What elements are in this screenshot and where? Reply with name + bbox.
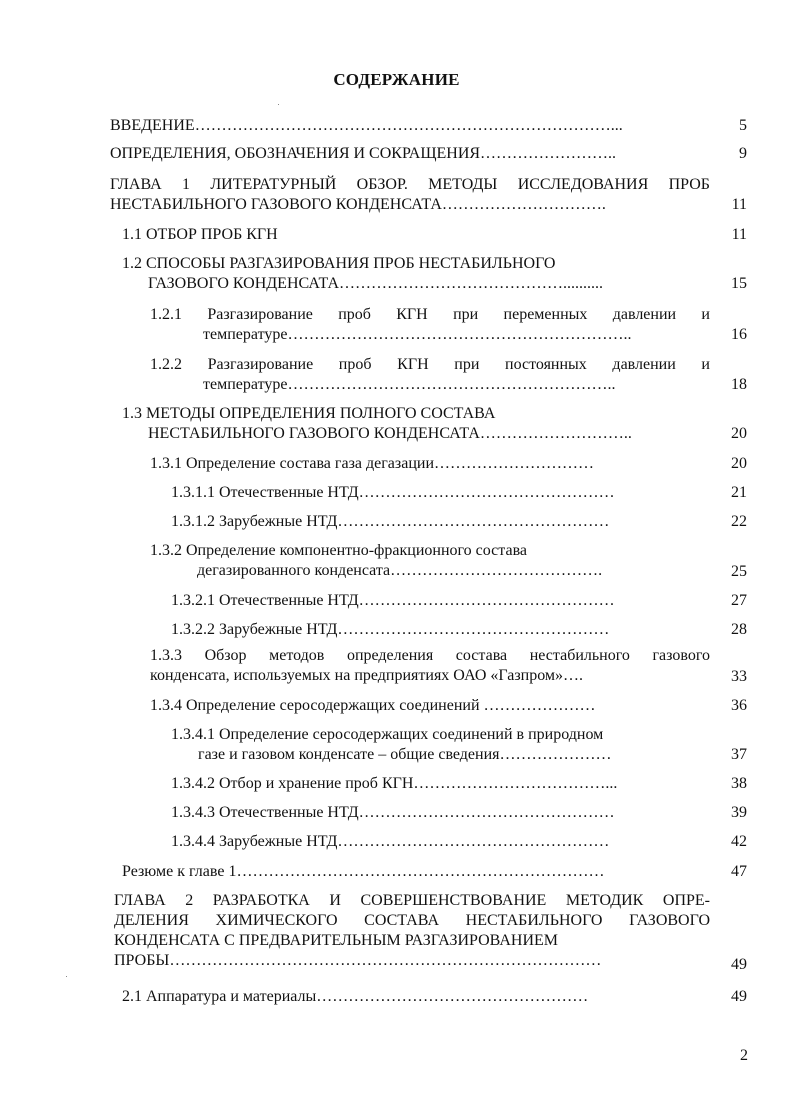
toc-page-number: 49 <box>731 956 747 973</box>
toc-page-number: 15 <box>731 275 747 292</box>
toc-entry <box>150 646 710 686</box>
toc-entry-text: температуре…………………………………………………….. <box>203 376 616 393</box>
toc-page-number: 27 <box>731 592 747 609</box>
toc-page-number: 9 <box>739 145 747 162</box>
toc-page-number: 38 <box>731 775 747 792</box>
toc-entry-text: 1.3.4.4 Зарубежные НТД…………………………………………… <box>171 833 610 850</box>
toc-entry-text: Резюме к главе 1…………………………………………………………… <box>122 863 605 880</box>
toc-entry <box>150 355 710 395</box>
toc-entry <box>171 620 711 640</box>
toc-page-number: 28 <box>731 621 747 638</box>
toc-entry-text: 1.2 СПОСОБЫ РАЗГАЗИРОВАНИЯ ПРОБ НЕСТАБИЛЬНОГО <box>122 255 556 272</box>
page-number: 2 <box>740 1047 748 1064</box>
toc-entry-text: 1.3.4.2 Отбор и хранение проб КГН………………………………... <box>171 775 618 792</box>
toc-entry-text: 2.1 Аппаратура и материалы…………………………………………… <box>122 988 589 1005</box>
toc-entry <box>171 832 711 852</box>
toc-entry-text: 1.3.2.2 Зарубежные НТД…………………………………………… <box>171 621 610 638</box>
toc-page-number: 22 <box>731 513 747 530</box>
toc-entry-text: ГЛАВА 1 ЛИТЕРАТУРНЫЙ ОБЗОР. МЕТОДЫ ИССЛЕДОВАНИЯ ПРОБ <box>110 176 710 193</box>
toc-entry-text: 1.3.4 Определение серосодержащих соединений ………………… <box>150 697 596 714</box>
toc-entry <box>171 483 711 503</box>
toc-entry-text: НЕСТАБИЛЬНОГО ГАЗОВОГО КОНДЕНСАТА……………………….. <box>148 425 632 442</box>
toc-entry <box>171 591 711 611</box>
toc-entry-text: 1.3.2 Определение компонентно-фракционного состава <box>150 542 528 559</box>
toc-page-number: 21 <box>731 484 747 501</box>
toc-title: СОДЕРЖАНИЕ <box>333 70 460 89</box>
toc-entry <box>122 404 707 444</box>
toc-entry <box>122 254 707 294</box>
toc-entry-text: ВВЕДЕНИЕ……………………………………………………………………... <box>110 117 623 134</box>
toc-page-number: 11 <box>731 196 747 213</box>
toc-page-number: 37 <box>731 746 747 763</box>
toc-entry <box>110 175 710 215</box>
toc-entry <box>150 305 710 345</box>
toc-page-number: 49 <box>731 988 747 1005</box>
toc-page-number: 39 <box>731 804 747 821</box>
toc-entry-text: 1.3 МЕТОДЫ ОПРЕДЕЛЕНИЯ ПОЛНОГО СОСТАВА <box>122 405 496 422</box>
toc-entry <box>171 774 711 794</box>
toc-entry-text: ГЛАВА 2 РАЗРАБОТКА И СОВЕРШЕНСТВОВАНИЕ МЕТОДИК ОПРЕ- <box>114 892 710 909</box>
toc-entry-text: газе и газовом конденсате – общие сведения………………… <box>198 746 612 763</box>
toc-entry-text: конденсата, используемых на предприятиях ОАО «Газпром»…. <box>150 667 584 684</box>
toc-entry-text: ПРОБЫ……………………………………………………………………… <box>114 952 602 969</box>
toc-page-number: 25 <box>731 563 747 580</box>
toc-entry <box>114 891 710 971</box>
toc-entry-text: 1.3.1.1 Отечественные НТД………………………………………… <box>171 484 615 501</box>
toc-entry-text: 1.3.2.1 Отечественные НТД………………………………………… <box>171 592 615 609</box>
toc-entry-text: ГАЗОВОГО КОНДЕНСАТА…………………………………….......... <box>148 275 604 292</box>
toc-entry <box>110 144 710 164</box>
toc-entry-text: 1.2.2 Разгазирование проб КГН при постоянных давлении и <box>150 356 710 373</box>
scan-speck <box>278 104 279 105</box>
toc-entry-text: 1.1 ОТБОР ПРОБ КГН <box>122 226 278 243</box>
toc-entry-text: ДЕЛЕНИЯ ХИМИЧЕСКОГО СОСТАВА НЕСТАБИЛЬНОГО ГАЗОВОГО <box>114 912 710 929</box>
toc-entry-text: температуре……………………………………………………….. <box>203 326 632 343</box>
toc-entry <box>150 541 710 581</box>
toc-entry-text: КОНДЕНСАТА С ПРЕДВАРИТЕЛЬНЫМ РАЗГАЗИРОВАНИЕМ <box>114 932 559 949</box>
toc-entry <box>150 696 710 716</box>
scan-speck <box>66 976 67 977</box>
toc-entry <box>110 116 710 136</box>
toc-entry-text: ОПРЕДЕЛЕНИЯ, ОБОЗНАЧЕНИЯ И СОКРАЩЕНИЯ…………………….. <box>110 145 617 162</box>
toc-page-number: 5 <box>739 117 747 134</box>
toc-entry-text: 1.2.1 Разгазирование проб КГН при переменных давлении и <box>150 306 710 323</box>
toc-entry <box>122 225 682 245</box>
toc-entry-text: дегазированного конденсата…………………………………. <box>197 562 603 579</box>
toc-page-number: 16 <box>731 326 747 343</box>
toc-entry-text: 1.3.4.1 Определение серосодержащих соединений в природном <box>171 726 604 743</box>
toc-entry-text: НЕСТАБИЛЬНОГО ГАЗОВОГО КОНДЕНСАТА…………………………. <box>110 196 606 213</box>
toc-page-number: 47 <box>731 863 747 880</box>
toc-entry <box>122 987 707 1007</box>
toc-entry-text: 1.3.1 Определение состава газа дегазации………………………… <box>150 455 594 472</box>
toc-entry-text: 1.3.4.3 Отечественные НТД………………………………………… <box>171 804 615 821</box>
toc-entry <box>171 803 711 823</box>
toc-entry-text: 1.3.1.2 Зарубежные НТД…………………………………………… <box>171 513 610 530</box>
toc-page-number: 42 <box>731 833 747 850</box>
toc-entry <box>171 725 711 765</box>
toc-page-number: 20 <box>731 425 747 442</box>
toc-entry <box>122 862 707 882</box>
toc-page-number: 18 <box>731 376 747 393</box>
toc-entry <box>171 512 711 532</box>
toc-page-number: 20 <box>731 455 747 472</box>
toc-page-number: 33 <box>731 668 747 685</box>
toc-page-number: 36 <box>731 697 747 714</box>
toc-page-number: 11 <box>731 226 747 243</box>
toc-entry <box>150 454 710 474</box>
toc-entry-text: 1.3.3 Обзор методов определения состава нестабильного газового <box>150 647 710 664</box>
